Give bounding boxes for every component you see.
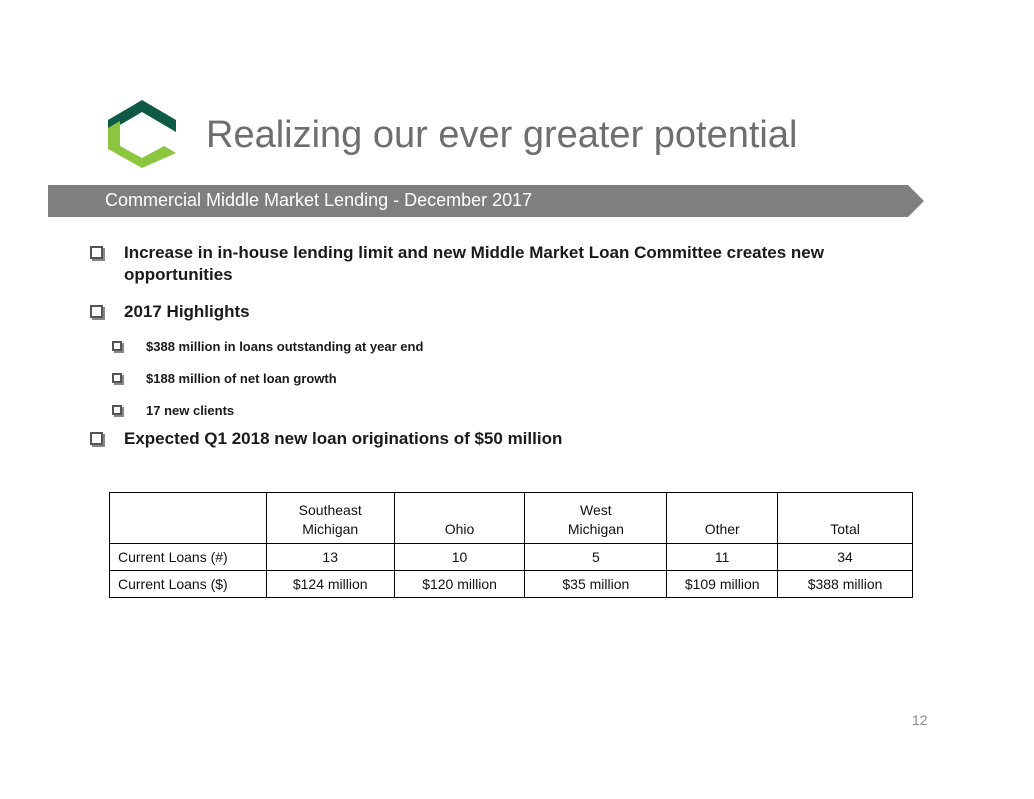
loans-table xyxy=(109,492,913,598)
header-line: Michigan xyxy=(302,521,359,537)
header-line: Michigan xyxy=(567,521,624,537)
table-row xyxy=(110,571,913,598)
bullet-text: 2017 Highlights xyxy=(124,302,250,321)
header-cell xyxy=(778,493,913,544)
header-cell xyxy=(394,493,525,544)
table-cell: 11 xyxy=(667,544,778,571)
table-cell: $109 million xyxy=(667,571,778,598)
sub-bullet-item xyxy=(112,371,337,387)
table-cell: $388 million xyxy=(778,571,913,598)
checkbox-bullet-icon xyxy=(112,341,122,351)
table-cell: 5 xyxy=(525,544,667,571)
header-line: Total xyxy=(830,521,860,537)
bullet-item xyxy=(90,242,894,286)
sub-bullet-text: $388 million in loans outstanding at year end xyxy=(146,339,424,354)
header-cell xyxy=(667,493,778,544)
table-cell: 10 xyxy=(394,544,525,571)
page-title: Realizing our ever greater potential xyxy=(206,114,798,156)
sub-bullet-item xyxy=(112,403,234,419)
section-subtitle: Commercial Middle Market Lending - December 2017 xyxy=(105,190,533,210)
table-cell: 13 xyxy=(266,544,394,571)
table-cell: 34 xyxy=(778,544,913,571)
table-header-row xyxy=(110,493,913,544)
sub-bullet-item xyxy=(112,339,423,355)
table-cell: $35 million xyxy=(525,571,667,598)
header-line: Ohio xyxy=(444,521,475,537)
row-label: Current Loans (#) xyxy=(110,544,267,571)
sub-bullet-text: 17 new clients xyxy=(146,403,235,418)
table-cell: $124 million xyxy=(266,571,394,598)
header-line: Southeast xyxy=(298,502,362,518)
bullet-item xyxy=(90,301,894,323)
bullet-text: Expected Q1 2018 new loan originations of $50 million xyxy=(124,429,563,448)
page-number: 12 xyxy=(912,712,928,728)
header-cell xyxy=(110,493,267,544)
bullet-item xyxy=(90,428,894,450)
checkbox-bullet-icon xyxy=(90,246,103,259)
sub-bullet-text: $188 million of net loan growth xyxy=(146,371,337,386)
header-cell xyxy=(525,493,667,544)
table-cell: $120 million xyxy=(394,571,525,598)
header-line: Other xyxy=(704,521,740,537)
checkbox-bullet-icon xyxy=(112,373,122,383)
checkbox-bullet-icon xyxy=(90,305,103,318)
company-logo-icon xyxy=(108,100,176,168)
bullet-text: Increase in in-house lending limit and new Middle Market Loan Committee creates new opportunities xyxy=(124,243,824,284)
checkbox-bullet-icon xyxy=(90,432,103,445)
header-line: West xyxy=(580,502,612,518)
header-cell xyxy=(266,493,394,544)
checkbox-bullet-icon xyxy=(112,405,122,415)
table-row xyxy=(110,544,913,571)
row-label: Current Loans ($) xyxy=(110,571,267,598)
